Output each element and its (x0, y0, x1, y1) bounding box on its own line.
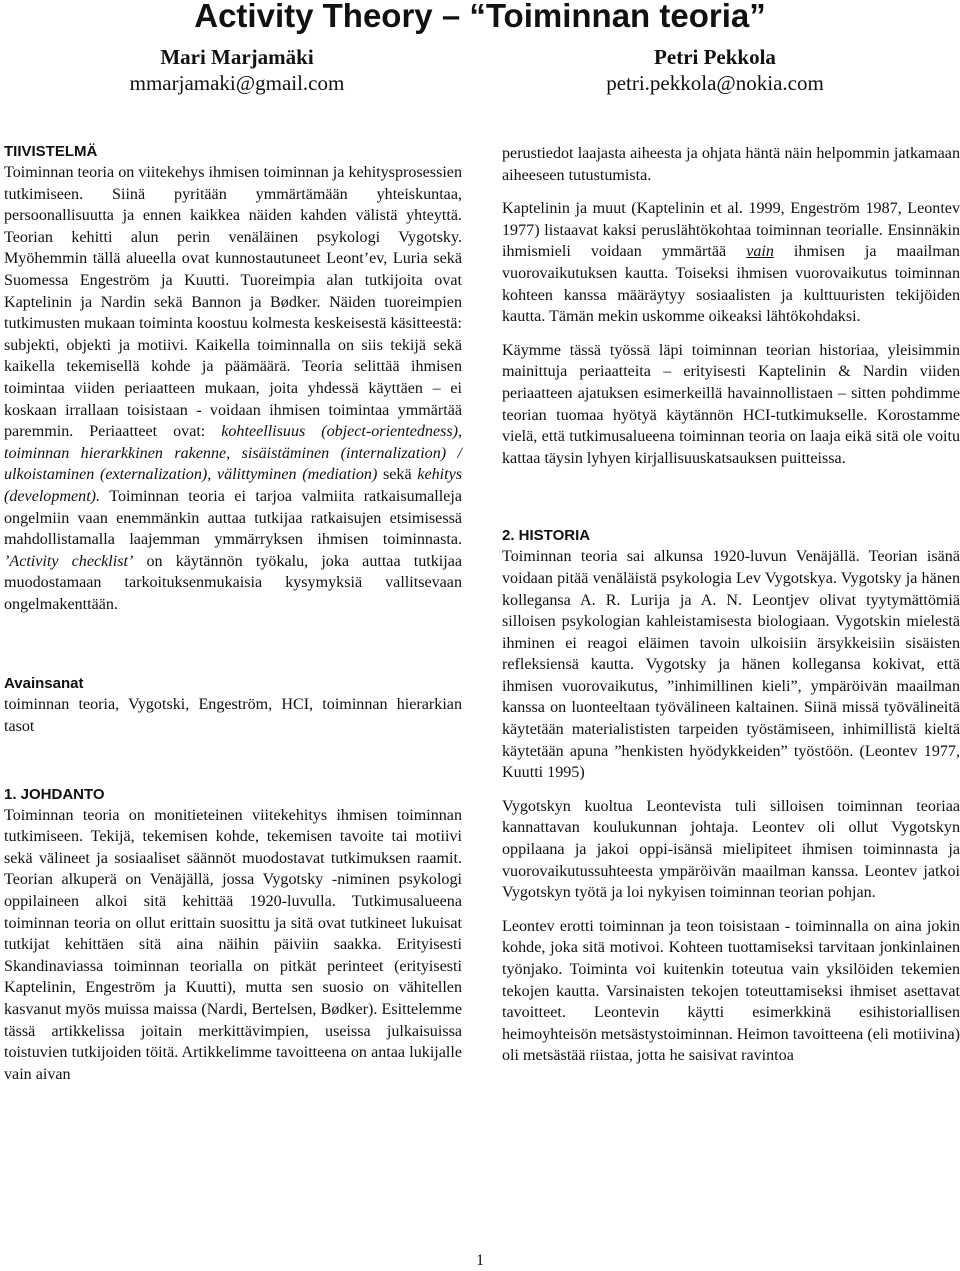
body-paragraph: Kaptelinin ja muut (Kaptelinin et al. 1999, Engeström 1987, Leontev 1977) listaavat kaksi peruslähtökohtaa toiminnan teorialle. Ensinnäkin ihmismieli voidaan ymmärtää vain ihmisen ja maailman vuorovaikutuksen kautta. Toiseksi ihmisen vuorovaikutus toiminnan kohteen kanssa määräytyy sosiaalisten ja kulttuuristen tekijöiden kautta. Tämän mekin uskomme oikeaksi lähtökohdaksi. (502, 200, 960, 326)
history-heading: 2. HISTORIA (502, 527, 591, 545)
author-email: mmarjamaki@gmail.com (129, 71, 345, 95)
left-column (4, 141, 462, 1085)
abstract-paragraph: Toiminnan teoria on viitekehys ihmisen toiminnan ja kehitysprosessien tutkimiseen. Siinä pyritään ymmärtämään yhteiskuntaa, persoonallisuutta ja ennen kaikkea näiden kahden välistä yhteyttä. Teorian kehitti alun perin venäläinen psykologi Vygotsky. Myöhemmin tällä alueella ovat kunnostautuneet Leont’ev, Luria sekä Suomessa Engeström ja Kuutti. Tuoreimpia alan tutkijoita ovat Kaptelinin ja Nardin sekä Bannon ja Bødker. Näiden tuoreimpien tutkimusten mukaan toiminta koostuu kolmesta keskeisestä käsitteestä: subjekti, objekti ja motiivi. Kaikella toiminnalla on siis tekijä sekä kaikella tekemisellä kohde ja päämäärä. Teoria selittää ihmisen toimintaa viiden periaatteen mukaan, joita yhdessä käyttäen – ei koskaan irrallaan toisistaan - voidaan ihmisen toimintaa ymmärtää paremmin. Periaatteet ovat: kohteellisuus (object-orientedness), toiminnan hierarkkinen rakenne, sisäistäminen (internalization) / ulkoistaminen (externalization), välittyminen (mediation) sekä kehitys (development). Toiminnan teoria ei tarjoa valmiita ratkaisumalleja ongelmiin vaan enemmänkin auttaa tutkijaa ratkaisujen etsimisessä mahdollistamalla laajemman ymmärryksen ihmisen toiminnasta. ’Activity checklist’ on käytännön työkalu, joka auttaa tutkijaa muodostamaan tarkoituksenmukaisia kysymyksiä vallitsevaan ongelmakenttään. (4, 164, 462, 613)
body-paragraph: Toiminnan teoria sai alkunsa 1920-luvun Venäjällä. Teorian isänä voidaan pitää venäläistä psykologia Lev Vygotskya. Vygotsky ja hänen kollegansa A. R. Lurija ja A. N. Leontjev olivat tyytymättömiä silloisen psykologian kahleistamisesta biologiaan. Vygotskin mielestä ihminen ei reagoi eläimen tavoin ulkoisiin ärsykkeisiin sisäisten refleksiensä kautta. Vygotsky ja hänen kollegansa kokivat, että ihmisen vuorovaikutus, ”inhimillinen kieli”, ympäröivän maailman kanssa on luonteeltaan työvälineen kaltainen. Siinä missä työvälineitä käytetään materialististen tarpeiden työstämiseen, inhimillistä kieltä käytetään apuna ”henkisten hyödykkeiden” työstöön. (Leontev 1977, Kuutti 1995) (502, 548, 960, 782)
paper-title: Activity Theory – “Toiminnan teoria” (194, 0, 766, 34)
intro-heading: 1. JOHDANTO (4, 785, 105, 803)
body-paragraph: Käymme tässä työssä läpi toiminnan teorian historiaa, yleisimmin mainittuja periaatteita – erityisesti Kaptelinin & Nardin viiden periaatteen ajatuksen esimerkeillä havainnollistaen – sitten pohdimme teorian tuomaa hyötyä käytännön HCI-tutkimukselle. Korostamme vielä, että tutkimusalueena toiminnan teoria on laaja eikä sitä ole voitu kattaa täysin lyhyen kirjallisuuskatsauksen puitteissa. (502, 341, 960, 467)
author-block-1 (17, 44, 457, 96)
author-email: petri.pekkola@nokia.com (606, 71, 824, 95)
body-paragraph: Leontev erotti toiminnan ja teon toisistaan - toiminnalla on aina jokin kohde, joka sitä motivoi. Kohteen tuottamiseksi tarvitaan jonkinlainen työnjako. Toiminta voi kuitenkin toteutua vain yksilöiden tekemien tekojen kautta. Varsinaisten tekojen toteuttamiseksi ihmiset asettavat tavoitteet. Leontevin käytti esimerkkinä esihistoriallisen heimoyhteisön metsästystoiminnan. Heimon tavoitteena (eli motiivina) oli metsästää riistaa, jotta he saisivat ravintoa (502, 917, 960, 1065)
abstract-heading: TIIVISTELMÄ (4, 143, 98, 160)
author-name: Petri Pekkola (654, 45, 776, 69)
keywords-heading: Avainsanat (4, 675, 84, 693)
body-paragraph: Vygotskyn kuoltua Leontevista tuli silloisen toiminnan teoriaa kannattavan koulukunnan johtaja. Leontev oli ollut Vygotskyn oppilaana ja jakoi oppi-isänsä mielipiteet ihmisen toiminnasta ja vuorovaikutussuhteesta ympäröivän maailman kanssa. Leontev jatkoi Vygotskyn työtä ja loi nykyisen toiminnan teorian pohjan. (502, 797, 960, 902)
keywords-text: toiminnan teoria, Vygotski, Engeström, HCI, toiminnan hierarkian tasot (4, 696, 462, 736)
author-block-2 (495, 44, 935, 96)
right-column (502, 143, 960, 1067)
author-name: Mari Marjamäki (160, 45, 314, 69)
page-number: 1 (476, 1252, 484, 1269)
body-paragraph: perustiedot laajasta aiheesta ja ohjata häntä näin helpommin jatkamaan aiheeseen tutustumista. (502, 145, 960, 184)
intro-paragraph: Toiminnan teoria on monitieteinen viitekehitys ihmisen toiminnan tutkimiseen. Tekijä, tekemisen kohde, tekemisen tavoite tai motiivi sekä välineet ja sosiaaliset säännöt muodostavat tutkimuksen raamit. Teorian alkuperä on Venäjällä, jossa Vygotsky -niminen psykologi oppilaineen alkoi sitä kehittää 1920-luvulla. Tutkimusalueena toiminnan teoria on ollut erittain suosittu ja sitä ovat tutkineet lukuisat tutkijat kehittäen sitä aina näihin päiviin saakka. Erityisesti Skandinaviassa toiminnan teorialla on pitkät perinteet (erityisesti Kaptelinin, Engeström ja Kuutti), mutta sen suosio on vähitellen kasvanut myös muissa maissa (Nardi, Bertelsen, Bødker). Esittelemme tässä artikkelissa joitain merkittävimpien, useissa julkaisuissa toistuvien tutkijoiden töitä. Artikkelimme tavoitteena on antaa lukijalle vain aivan (4, 806, 462, 1083)
